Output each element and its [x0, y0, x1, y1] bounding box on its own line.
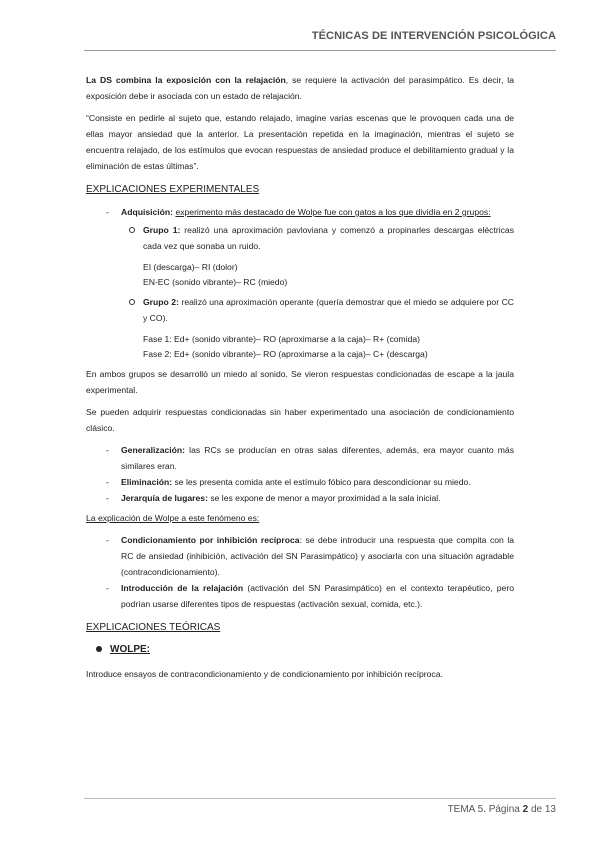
acquisition-text: experimento más destacado de Wolpe fue con gatos a los que dividía en 2 grupos: — [175, 207, 491, 217]
generalization-text: las RCs se producían en otras salas diferentes, además, era mayor cuanto más similares eran. — [121, 445, 515, 471]
acquire-paragraph: Se pueden adquirir respuestas condicionadas sin haber experimentado una asociación de condicionamiento clásico. — [86, 407, 514, 433]
list-item-relaxation — [86, 580, 514, 612]
intro-paragraph — [86, 72, 514, 104]
list-item-group-2 — [121, 294, 514, 362]
group1-formulas — [143, 260, 514, 290]
intro-bold: La DS combina la exposición con la relajación — [86, 75, 286, 85]
running-header: TÉCNICAS DE INTERVENCIÓN PSICOLÓGICA — [311, 30, 556, 42]
footer-divider — [84, 798, 556, 799]
both-groups-paragraph: En ambos grupos se desarrolló un miedo al sonido. Se vieron respuestas condicionadas de escape a la jaula experimental. — [86, 369, 514, 395]
page-footer — [448, 804, 556, 815]
group2-text: realizó una aproximación operante (quería demostrar que el miedo se adquiere por CC y CO). — [143, 297, 514, 323]
footer-prefix: TEMA 5. Página — [447, 804, 523, 815]
group1-label: Grupo 1: — [143, 225, 181, 235]
acquisition-list — [86, 204, 514, 362]
group2-formula-1: Fase 1: Ed+ (sonido vibrante)– RO (aproximarse a la caja)– R+ (comida) — [143, 334, 421, 344]
reciprocal-inhibition-text: : se debe introducir una respuesta que compita con la RC de ansiedad (inhibición, activación del SN Parasimpático) y asociarla con una situación agradable (contracondicionamiento). — [121, 535, 515, 577]
phenomena-list — [86, 442, 514, 506]
explanation-list — [86, 532, 514, 612]
groups-list — [121, 222, 514, 362]
header-divider — [84, 50, 556, 51]
group2-formulas — [143, 332, 514, 362]
group1-formula-2: EN-EC (sonido vibrante)– RC (miedo) — [143, 277, 288, 287]
list-item-acquisition — [86, 204, 514, 362]
group2-formula-2: Fase 2: Ed+ (sonido vibrante)– RO (aproximarse a la caja)– C+ (descarga) — [143, 349, 428, 359]
group2-label: Grupo 2: — [143, 297, 179, 307]
wolpe-heading-text: WOLPE: — [110, 644, 150, 655]
quote-paragraph: “Consiste en pedirle al sujeto que, estando relajado, imagine varias escenas que le provoquen cada una de ellas mayor ansiedad que la anterior. La presentación repetida en la imaginación, mientras el sujeto se encuentra relajado, de los estímulos que evocan respuestas de ansiedad produce el debilitamiento gradual y la eliminación de estas últimas”. — [86, 113, 514, 171]
list-item-reciprocal-inhibition — [86, 532, 514, 580]
footer-page-number: 2 — [522, 804, 529, 815]
footer-suffix: de 13 — [528, 804, 556, 815]
section-title-experimental: EXPLICACIONES EXPERIMENTALES — [86, 184, 260, 195]
relaxation-label: Introducción de la relajación — [121, 583, 244, 593]
group1-formula-1: EI (descarga)– RI (dolor) — [143, 262, 238, 272]
reciprocal-inhibition-label: Condicionamiento por inhibición recíproca — [121, 535, 300, 545]
list-item-group-1 — [121, 222, 514, 290]
wolpe-explanation-heading: La explicación de Wolpe a este fenómeno es: — [86, 513, 260, 523]
acquisition-label: Adquisición: — [121, 207, 174, 217]
hierarchy-label: Jerarquía de lugares: — [121, 493, 208, 503]
list-item-hierarchy — [86, 490, 514, 506]
list-item-elimination — [86, 474, 514, 490]
generalization-label: Generalización: — [121, 445, 185, 455]
bullet-dot-icon — [96, 646, 102, 652]
group1-text: realizó una aproximación pavloviana y comenzó a propinarles descargas eléctricas cada vez que sonaba un ruido. — [143, 225, 514, 251]
page-body — [86, 72, 514, 688]
hierarchy-text: se les expone de menor a mayor proximidad a la sala inicial. — [210, 493, 441, 503]
section-title-theoretical: EXPLICACIONES TEÓRICAS — [86, 622, 221, 633]
relaxation-text: (activación del SN Parasimpático) en el contexto terapéutico, pero podrían usarse diferentes tipos de respuestas (activación sexual, comida, etc.). — [121, 583, 514, 609]
wolpe-heading — [96, 642, 514, 658]
elimination-label: Eliminación: — [121, 477, 173, 487]
elimination-text: se les presenta comida ante el estímulo fóbico para descondicionar su miedo. — [174, 477, 471, 487]
list-item-generalization — [86, 442, 514, 474]
intro-rest: , se requiere la activación del parasimpático. Es decir, la exposición debe ir asociada con un estado de relajación. — [86, 75, 514, 101]
wolpe-paragraph: Introduce ensayos de contracondicionamiento y de condicionamiento por inhibición recíproca. — [86, 669, 443, 679]
